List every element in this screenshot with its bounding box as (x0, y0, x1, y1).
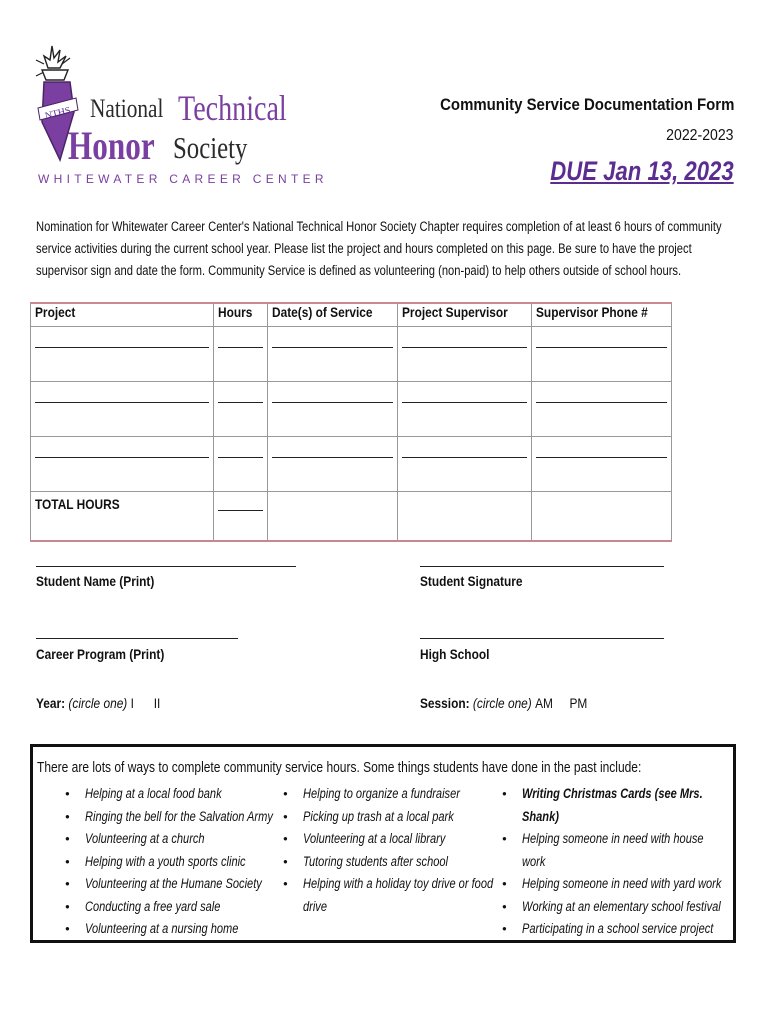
logo-subtitle: WHITEWATER CAREER CENTER (38, 172, 328, 186)
total-hours-field[interactable] (213, 492, 268, 542)
list-item: ● Volunteering at a church (63, 828, 314, 851)
supervisor-field[interactable] (398, 327, 532, 382)
dates-field[interactable] (268, 437, 398, 492)
supervisor-field[interactable] (398, 382, 532, 437)
table-row (31, 327, 672, 382)
ideas-box (30, 744, 736, 943)
list-item: ● Tutoring students after school (281, 851, 535, 874)
session-options[interactable]: AM PM (535, 695, 588, 711)
list-item: ● Helping someone in need with house (500, 828, 765, 851)
list-item-continued: drive (303, 898, 327, 914)
list-item: ● Writing Christmas Cards (see Mrs. (500, 783, 765, 806)
list-item-continued: work (522, 853, 546, 869)
header-dates: Date(s) of Service (268, 303, 398, 327)
ideas-column-3 (500, 783, 765, 941)
logo-word-society: Society (173, 130, 248, 165)
header-phone: Supervisor Phone # (531, 303, 672, 327)
table-header-row (31, 303, 672, 327)
list-item: ● Helping with a holiday toy drive or food (281, 873, 535, 896)
year-label: Year: (36, 695, 66, 711)
header-supervisor: Project Supervisor (398, 303, 532, 327)
list-item: ● Helping someone in need with yard work (500, 873, 765, 896)
table-row (31, 437, 672, 492)
form-year: 2022-2023 (666, 127, 734, 144)
session-row (420, 695, 587, 711)
phone-field[interactable] (531, 437, 672, 492)
header-hours: Hours (213, 303, 268, 327)
project-field[interactable] (31, 327, 214, 382)
list-item: ● Ringing the bell for the Salvation Army (63, 806, 314, 829)
empty-cell (398, 492, 532, 542)
list-item: ● Conducting a free yard sale (63, 896, 314, 919)
ideas-column-1 (63, 783, 314, 941)
year-options[interactable]: I II (130, 695, 161, 711)
list-item: ● Helping at a local food bank (63, 783, 314, 806)
hours-field[interactable] (213, 437, 268, 492)
list-item: ● Helping with a youth sports clinic (63, 851, 314, 874)
list-item: ● Volunteering at a local library (281, 828, 535, 851)
student-signature-label: Student Signature (420, 573, 523, 589)
table-row (31, 382, 672, 437)
empty-cell (531, 492, 672, 542)
logo-word-national: National (90, 94, 164, 123)
total-hours-label: TOTAL HOURS (31, 492, 214, 542)
career-program-line[interactable] (36, 638, 238, 639)
dates-field[interactable] (268, 382, 398, 437)
student-name-label: Student Name (Print) (36, 573, 155, 589)
project-field[interactable] (31, 437, 214, 492)
year-circle-hint: (circle one) (68, 695, 128, 711)
ideas-intro: There are lots of ways to complete community service hours. Some things students have done in the past include: (37, 759, 642, 776)
logo-word-honor: Honor (68, 123, 155, 168)
student-name-line[interactable] (36, 566, 296, 567)
list-item: ● Volunteering at a nursing home (63, 918, 314, 941)
total-row (31, 492, 672, 542)
service-table (30, 302, 672, 542)
due-date: DUE Jan 13, 2023 (550, 156, 734, 186)
hours-field[interactable] (213, 382, 268, 437)
ideas-column-2 (281, 783, 535, 918)
logo-word-technical: Technical (178, 88, 287, 128)
header-project: Project (31, 303, 214, 327)
list-item: ● Picking up trash at a local park (281, 806, 535, 829)
year-row (36, 695, 160, 711)
dates-field[interactable] (268, 327, 398, 382)
nths-logo (30, 42, 328, 192)
empty-cell (268, 492, 398, 542)
list-item: ● Participating in a school service project (500, 918, 765, 941)
list-item: ● Helping to organize a fundraiser (281, 783, 535, 806)
high-school-line[interactable] (420, 638, 664, 639)
intro-paragraph: Nomination for Whitewater Career Center's National Technical Honor Society Chapter requires completion of at least 6 hours of community service activities during the current school year. Please list the project and hours completed on this page. Be sure to have the project supervisor sign and date the form. Community Service is defined as volunteering (non-paid) to help others outside of school hours. (36, 219, 722, 278)
career-program-label: Career Program (Print) (36, 646, 165, 662)
project-field[interactable] (31, 382, 214, 437)
high-school-label: High School (420, 646, 490, 662)
list-item: ● Volunteering at the Humane Society (63, 873, 314, 896)
list-item: ● Working at an elementary school festival (500, 896, 765, 919)
phone-field[interactable] (531, 327, 672, 382)
student-signature-line[interactable] (420, 566, 664, 567)
hours-field[interactable] (213, 327, 268, 382)
supervisor-field[interactable] (398, 437, 532, 492)
phone-field[interactable] (531, 382, 672, 437)
list-item-continued: Shank) (522, 808, 559, 824)
session-label: Session: (420, 695, 470, 711)
form-title: Community Service Documentation Form (439, 95, 734, 114)
session-circle-hint: (circle one) (472, 695, 532, 711)
shield-text: NTHS (43, 105, 72, 123)
